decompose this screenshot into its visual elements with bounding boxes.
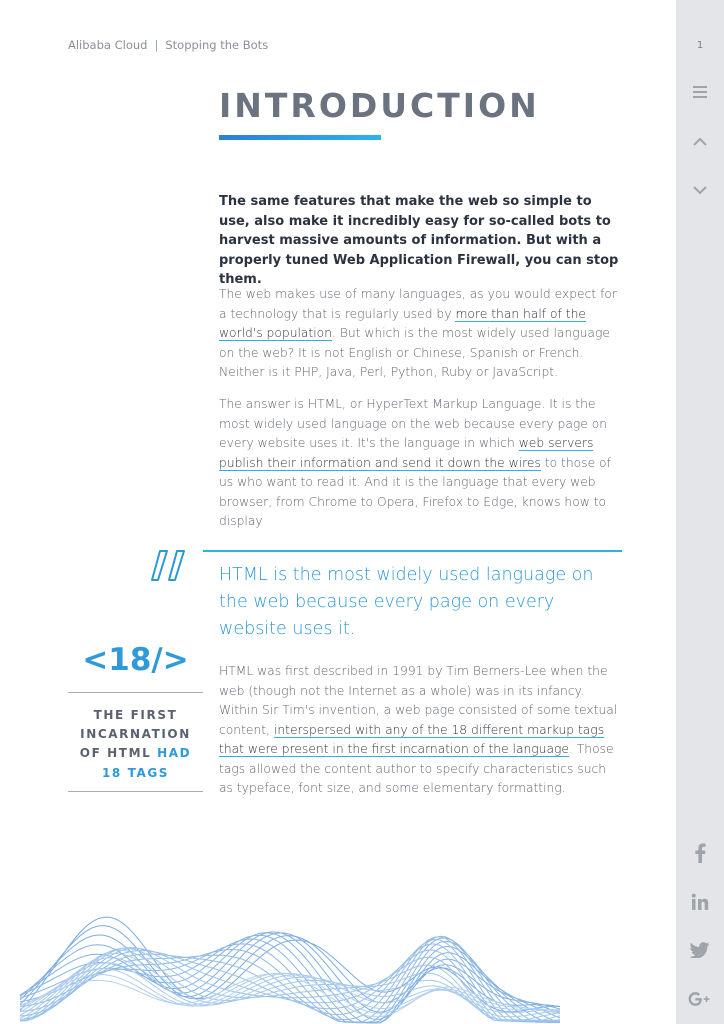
paragraph-text: The answer is HTML, or HyperText Markup Language. It is the most widely used language on the web because every page on every website uses it. It's the language in which: [219, 397, 608, 450]
chevron-up-icon[interactable]: [688, 130, 712, 154]
web-servers-link[interactable]: web servers publish their information and send it down the wires: [219, 436, 594, 470]
lead-paragraph: The same features that make the web so simple to use, also make it incredibly easy for so-called bots to harvest massive amounts of information. But with a properly tuned Web Application Firewall, you can stop them.: [219, 194, 619, 288]
quote-mark-icon: [150, 549, 190, 587]
wave-line: [20, 937, 560, 1022]
pull-quote-rule: [203, 550, 622, 552]
stat-number: <18/>: [82, 642, 189, 678]
stat-top-rule: [68, 692, 203, 693]
stat-label-highlight: 18 TAGS: [101, 765, 170, 780]
stat-label-line: INCARNATION: [80, 727, 191, 742]
body-paragraph-2: [219, 395, 619, 532]
running-header: [68, 38, 268, 52]
stat-label-text: OF HTML: [79, 746, 152, 761]
body-paragraph-1: [219, 285, 619, 383]
stat-bottom-rule: [68, 791, 203, 792]
world-population-link[interactable]: more than half of the world's population: [219, 306, 586, 340]
decorative-waves: [0, 830, 676, 1024]
stat-label-line: THE FIRST: [93, 708, 178, 722]
header-section: Stopping the Bots: [165, 38, 269, 52]
title-underline: [219, 135, 381, 140]
menu-icon[interactable]: [688, 80, 712, 104]
stat-label-highlight: HAD: [157, 746, 192, 761]
paragraph-text: to those of us who want to read it. And it is the language that every web browser, from Chrome to Opera, Firefox to Edge, knows how to display: [219, 455, 611, 528]
paragraph-text: HTML was first described in 1991 by Tim Berners-Lee when the web (though not the Internet as a whole) was in its infancy. Within Sir Tim's invention, a web page consisted of some textual content,: [219, 664, 618, 737]
pull-quote: HTML is the most widely used language on the web because every page on every website uses it.: [219, 565, 594, 639]
google-plus-icon[interactable]: [688, 987, 712, 1011]
chevron-down-icon[interactable]: [688, 178, 712, 202]
stat-label: [68, 706, 203, 783]
page-title: INTRODUCTION: [219, 86, 540, 125]
page-number: 1: [696, 40, 704, 51]
stat-label-line: [68, 744, 203, 763]
wave-line: [20, 932, 560, 1019]
paragraph-text: The web makes use of many languages, as you would expect for a technology that is regularly used by: [219, 287, 618, 321]
header-brand: Alibaba Cloud: [68, 38, 148, 52]
linkedin-icon[interactable]: [688, 890, 712, 914]
twitter-icon[interactable]: [688, 938, 712, 962]
facebook-icon[interactable]: [688, 841, 712, 865]
markup-tags-link[interactable]: interspersed with any of the 18 different markup tags that were present in the first incarnation of the language: [219, 722, 605, 756]
paragraph-text: . But which is the most widely used language on the web? It is not English or Chinese, Spanish or French. Neither is it PHP, Java, Perl, Python, Ruby or JavaScript.: [219, 326, 610, 379]
viewer-sidebar: [676, 0, 724, 1024]
paragraph-text: . Those tags allowed the content author to specify characteristics such as typeface, font size, and some elementary formatting.: [219, 742, 614, 795]
body-paragraph-3: [219, 662, 619, 799]
header-separator: |: [154, 38, 159, 52]
